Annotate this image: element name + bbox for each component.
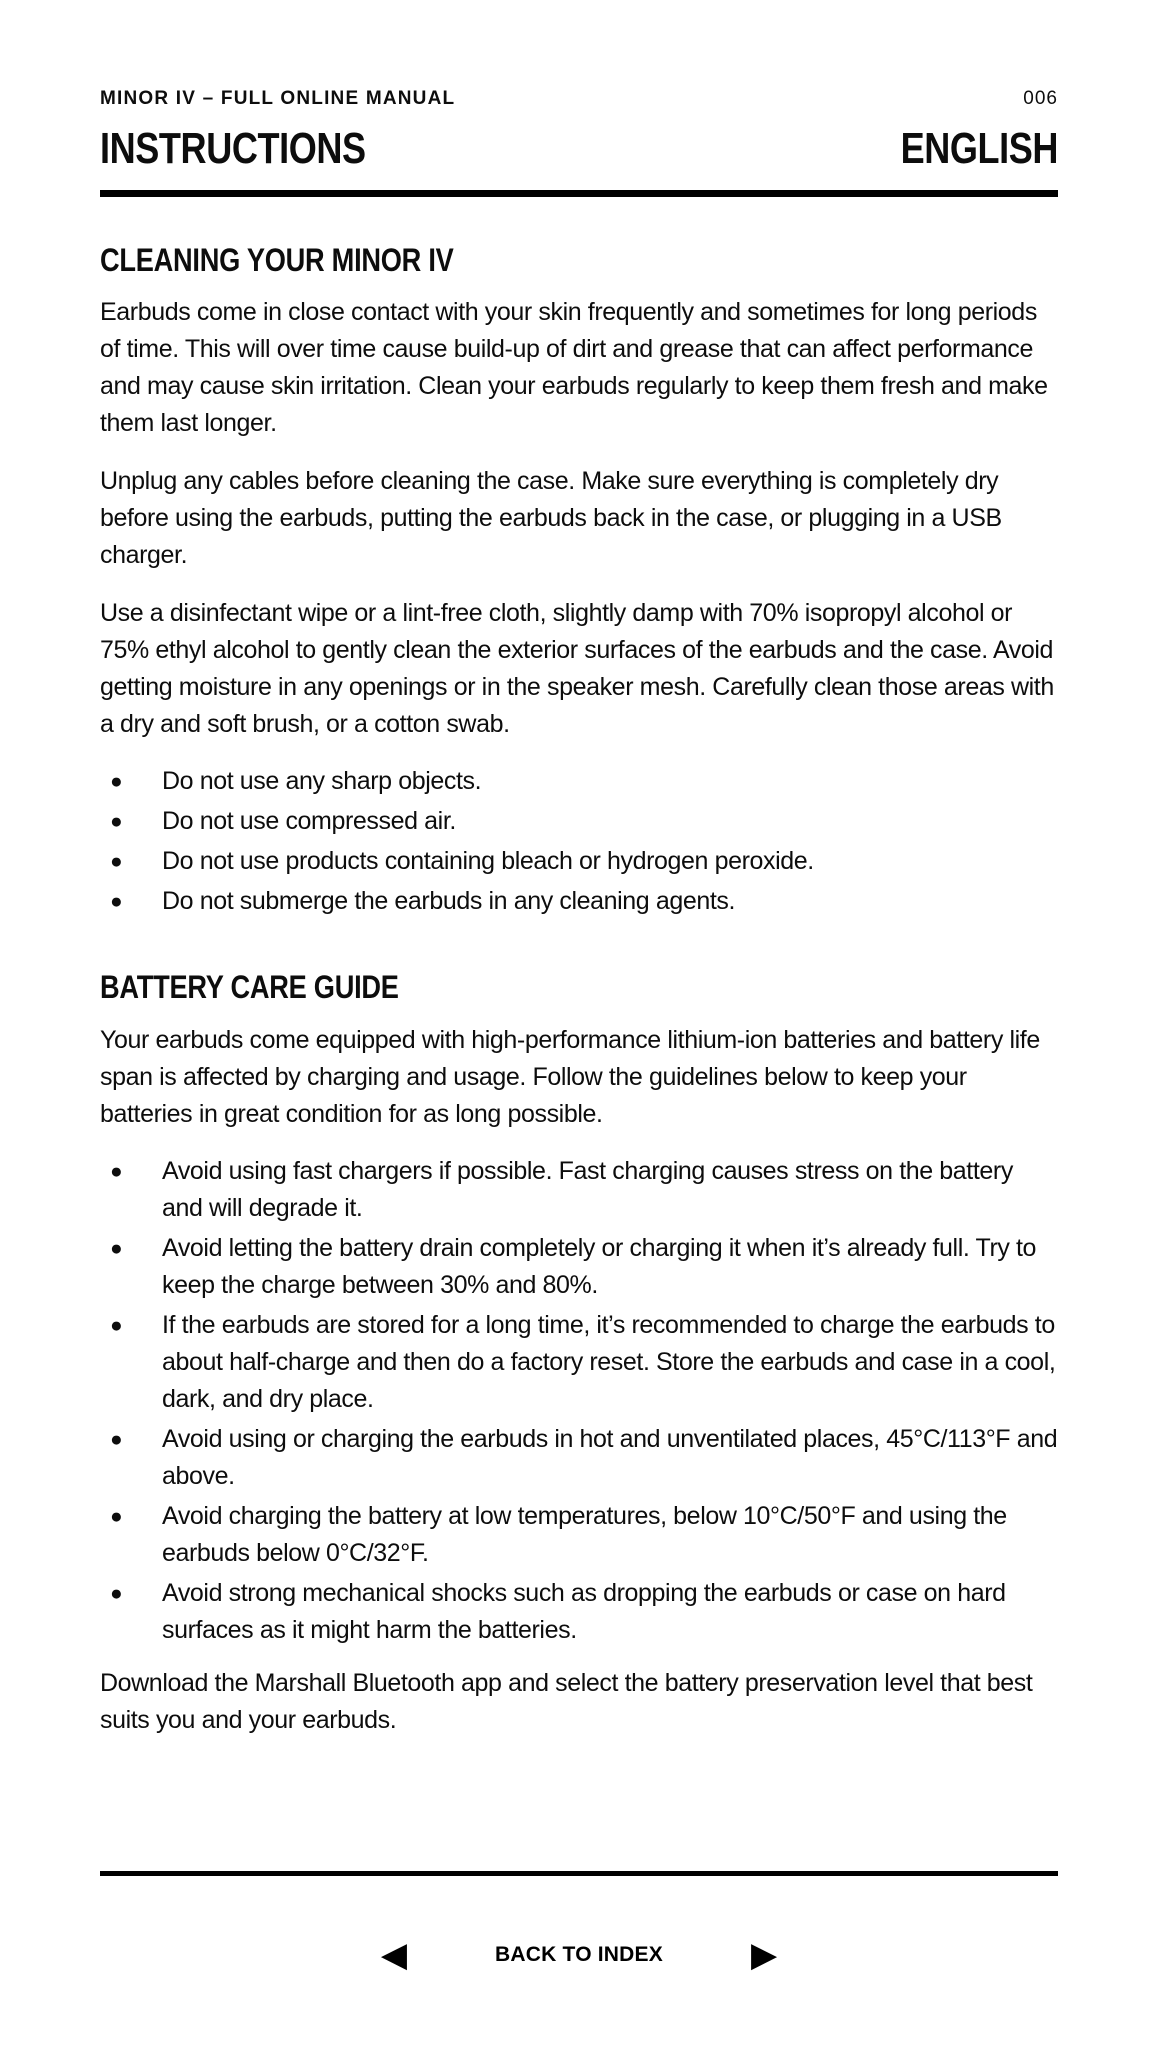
list-item-text: Avoid strong mechanical shocks such as dropping the earbuds or case on hard surfaces as it might harm the batteries.	[162, 1578, 1006, 1644]
list-item	[100, 803, 1058, 840]
section-cleaning	[100, 243, 1058, 920]
list-item-text: If the earbuds are stored for a long time, it’s recommended to charge the earbuds to about half-charge and then do a factory reset. Store the earbuds and case in a cool, dark, and dry place.	[162, 1310, 1056, 1413]
bullet-icon: ●	[110, 1427, 123, 1451]
list-item-text: Do not use products containing bleach or hydrogen peroxide.	[162, 847, 814, 876]
list-item	[100, 1421, 1058, 1495]
list-item-text: Do not submerge the earbuds in any cleaning agents.	[162, 887, 736, 916]
title-row	[100, 126, 1058, 172]
bullet-icon: ●	[110, 1236, 123, 1260]
list-item	[100, 1498, 1058, 1572]
page-number: 006	[1023, 88, 1058, 109]
list-item	[100, 763, 1058, 800]
battery-outro: Download the Marshall Bluetooth app and select the battery preservation level that best suits you and your earbuds.	[100, 1668, 1033, 1734]
manual-title: MINOR IV – FULL ONLINE MANUAL	[100, 88, 456, 109]
battery-heading: BATTERY CARE GUIDE	[100, 969, 399, 1006]
list-item-text: Avoid using or charging the earbuds in hot and unventilated places, 45°C/113°F and above.	[162, 1424, 1058, 1490]
bullet-icon: ●	[110, 1504, 123, 1528]
list-item	[100, 1153, 1058, 1227]
list-item	[100, 1575, 1058, 1649]
bullet-icon: ●	[110, 890, 123, 914]
cleaning-paragraph: Earbuds come in close contact with your skin frequently and sometimes for long periods of time. This will over time cause build-up of dirt and grease that can affect performance and may cause skin irritation. Clean your earbuds regularly to keep them fresh and make them last longer.	[100, 298, 1048, 438]
bullet-icon: ●	[110, 810, 123, 834]
section-battery	[100, 970, 1058, 1738]
header-rule	[100, 190, 1058, 197]
list-item-text: Avoid using fast chargers if possible. Fast charging causes stress on the battery and will degrade it.	[162, 1156, 1013, 1222]
bullet-icon: ●	[110, 1159, 123, 1183]
next-page-icon[interactable]: ▶	[747, 1938, 781, 1972]
page-title: INSTRUCTIONS	[100, 124, 366, 173]
battery-intro: Your earbuds come equipped with high-performance lithium-ion batteries and battery life span is affected by charging and usage. Follow the guidelines below to keep your batteries in great condition for as long possible.	[100, 1025, 1040, 1128]
list-item	[100, 1230, 1058, 1304]
list-item	[100, 843, 1058, 880]
list-item-text: Avoid letting the battery drain completely or charging it when it’s already full. Try to keep the charge between 30% and 80%.	[162, 1233, 1037, 1299]
bullet-icon: ●	[110, 1313, 123, 1337]
language-label: ENGLISH	[900, 124, 1058, 173]
bullet-icon: ●	[110, 1581, 123, 1605]
cleaning-paragraph: Use a disinfectant wipe or a lint-free cloth, slightly damp with 70% isopropyl alcohol or 75% ethyl alcohol to gently clean the exterior surfaces of the earbuds and the case. Avoid getting moisture in any openings or in the speaker mesh. Carefully clean those areas with a dry and soft brush, or a cotton swab.	[100, 599, 1054, 739]
cleaning-paragraph: Unplug any cables before cleaning the case. Make sure everything is completely dry before using the earbuds, putting the earbuds back in the case, or plugging in a USB charger.	[100, 467, 1002, 570]
bullet-icon: ●	[110, 770, 123, 794]
cleaning-heading: CLEANING YOUR MINOR IV	[100, 242, 454, 279]
footer-nav	[0, 1938, 1158, 1972]
bullet-icon: ●	[110, 850, 123, 874]
footer-rule	[100, 1871, 1058, 1876]
header-meta	[100, 88, 1058, 110]
list-item	[100, 883, 1058, 920]
list-item	[100, 1307, 1058, 1418]
previous-page-icon[interactable]: ◀	[377, 1938, 411, 1972]
list-item-text: Do not use any sharp objects.	[162, 767, 482, 796]
battery-bullet-list	[100, 1153, 1058, 1649]
list-item-text: Avoid charging the battery at low temperatures, below 10°C/50°F and using the earbuds below 0°C/32°F.	[162, 1501, 1007, 1567]
cleaning-bullet-list	[100, 763, 1058, 920]
back-to-index-button[interactable]: BACK TO INDEX	[495, 1943, 663, 1966]
list-item-text: Do not use compressed air.	[162, 807, 456, 836]
